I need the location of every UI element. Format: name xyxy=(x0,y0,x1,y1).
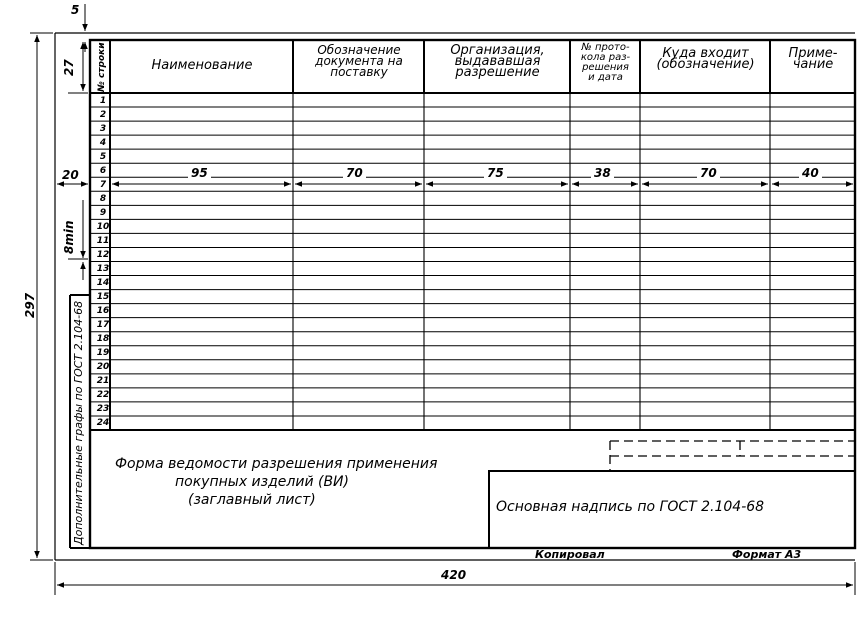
dim-header-height: 27 xyxy=(62,59,76,76)
dim-col-name: 95 xyxy=(188,167,211,179)
table-row-number: 8 xyxy=(99,193,107,204)
dim-col-doc: 70 xyxy=(343,167,366,179)
dim-sheet-height: 297 xyxy=(23,292,37,318)
table-row-number: 12 xyxy=(96,249,110,260)
table-row-number: 13 xyxy=(96,264,110,275)
header-note: Приме- чание xyxy=(788,46,838,72)
dim-col-note: 40 xyxy=(799,167,822,179)
table-row-number: 19 xyxy=(96,348,110,359)
table-row-number: 5 xyxy=(99,151,107,162)
table-row-number: 20 xyxy=(96,362,110,373)
dim-col-where: 70 xyxy=(697,167,720,179)
table-row-number: 9 xyxy=(99,207,107,218)
form-title-line1: Форма ведомости разрешения применения xyxy=(115,456,438,472)
side-columns-label: Дополнительные графы по ГОСТ 2.104-68 xyxy=(72,300,85,545)
table-row-number: 15 xyxy=(96,292,110,303)
dim-col-org: 75 xyxy=(484,167,507,179)
form-title-line3: (заглавный лист) xyxy=(188,492,316,508)
header-organization: Организация, выдававшая разрешение xyxy=(450,43,545,80)
table-row-number: 24 xyxy=(96,418,110,429)
footer-format: Формат А3 xyxy=(732,548,802,561)
title-block-label: Основная надпись по ГОСТ 2.104-68 xyxy=(496,499,765,515)
dim-row-height: 8min xyxy=(62,220,76,254)
table-row-number: 4 xyxy=(99,137,107,148)
table-row-number: 17 xyxy=(96,320,110,331)
table-row-number: 14 xyxy=(96,278,110,289)
header-where-used: Куда входит (обозначение) xyxy=(656,46,755,72)
table-row-number: 1 xyxy=(99,95,107,106)
table-row-number: 16 xyxy=(96,306,110,317)
table-row-number: 2 xyxy=(99,109,107,120)
footer-copied: Копировал xyxy=(535,548,605,561)
dim-top-offset: 5 xyxy=(71,3,80,17)
header-document: Обозначение документа на поставку xyxy=(315,43,403,79)
table-row-number: 7 xyxy=(99,179,107,190)
row-number-header: № строки xyxy=(97,42,107,92)
form-title-line2: покупных изделий (ВИ) xyxy=(175,474,349,490)
table-row-number: 6 xyxy=(99,165,107,176)
table-row-number: 23 xyxy=(96,404,110,415)
table-row-number: 22 xyxy=(96,390,110,401)
dim-left-margin: 20 xyxy=(62,168,79,182)
header-protocol: № прото- кола раз- решения и дата xyxy=(580,42,631,83)
dim-col-protocol: 38 xyxy=(591,167,614,179)
header-name: Наименование xyxy=(151,58,253,73)
table-row-number: 11 xyxy=(96,235,110,246)
table-row-number: 10 xyxy=(96,221,110,232)
table-row-number: 21 xyxy=(96,376,110,387)
table-row-number: 18 xyxy=(96,334,110,345)
dim-sheet-width: 420 xyxy=(441,568,467,582)
table-row-number: 3 xyxy=(99,123,107,134)
